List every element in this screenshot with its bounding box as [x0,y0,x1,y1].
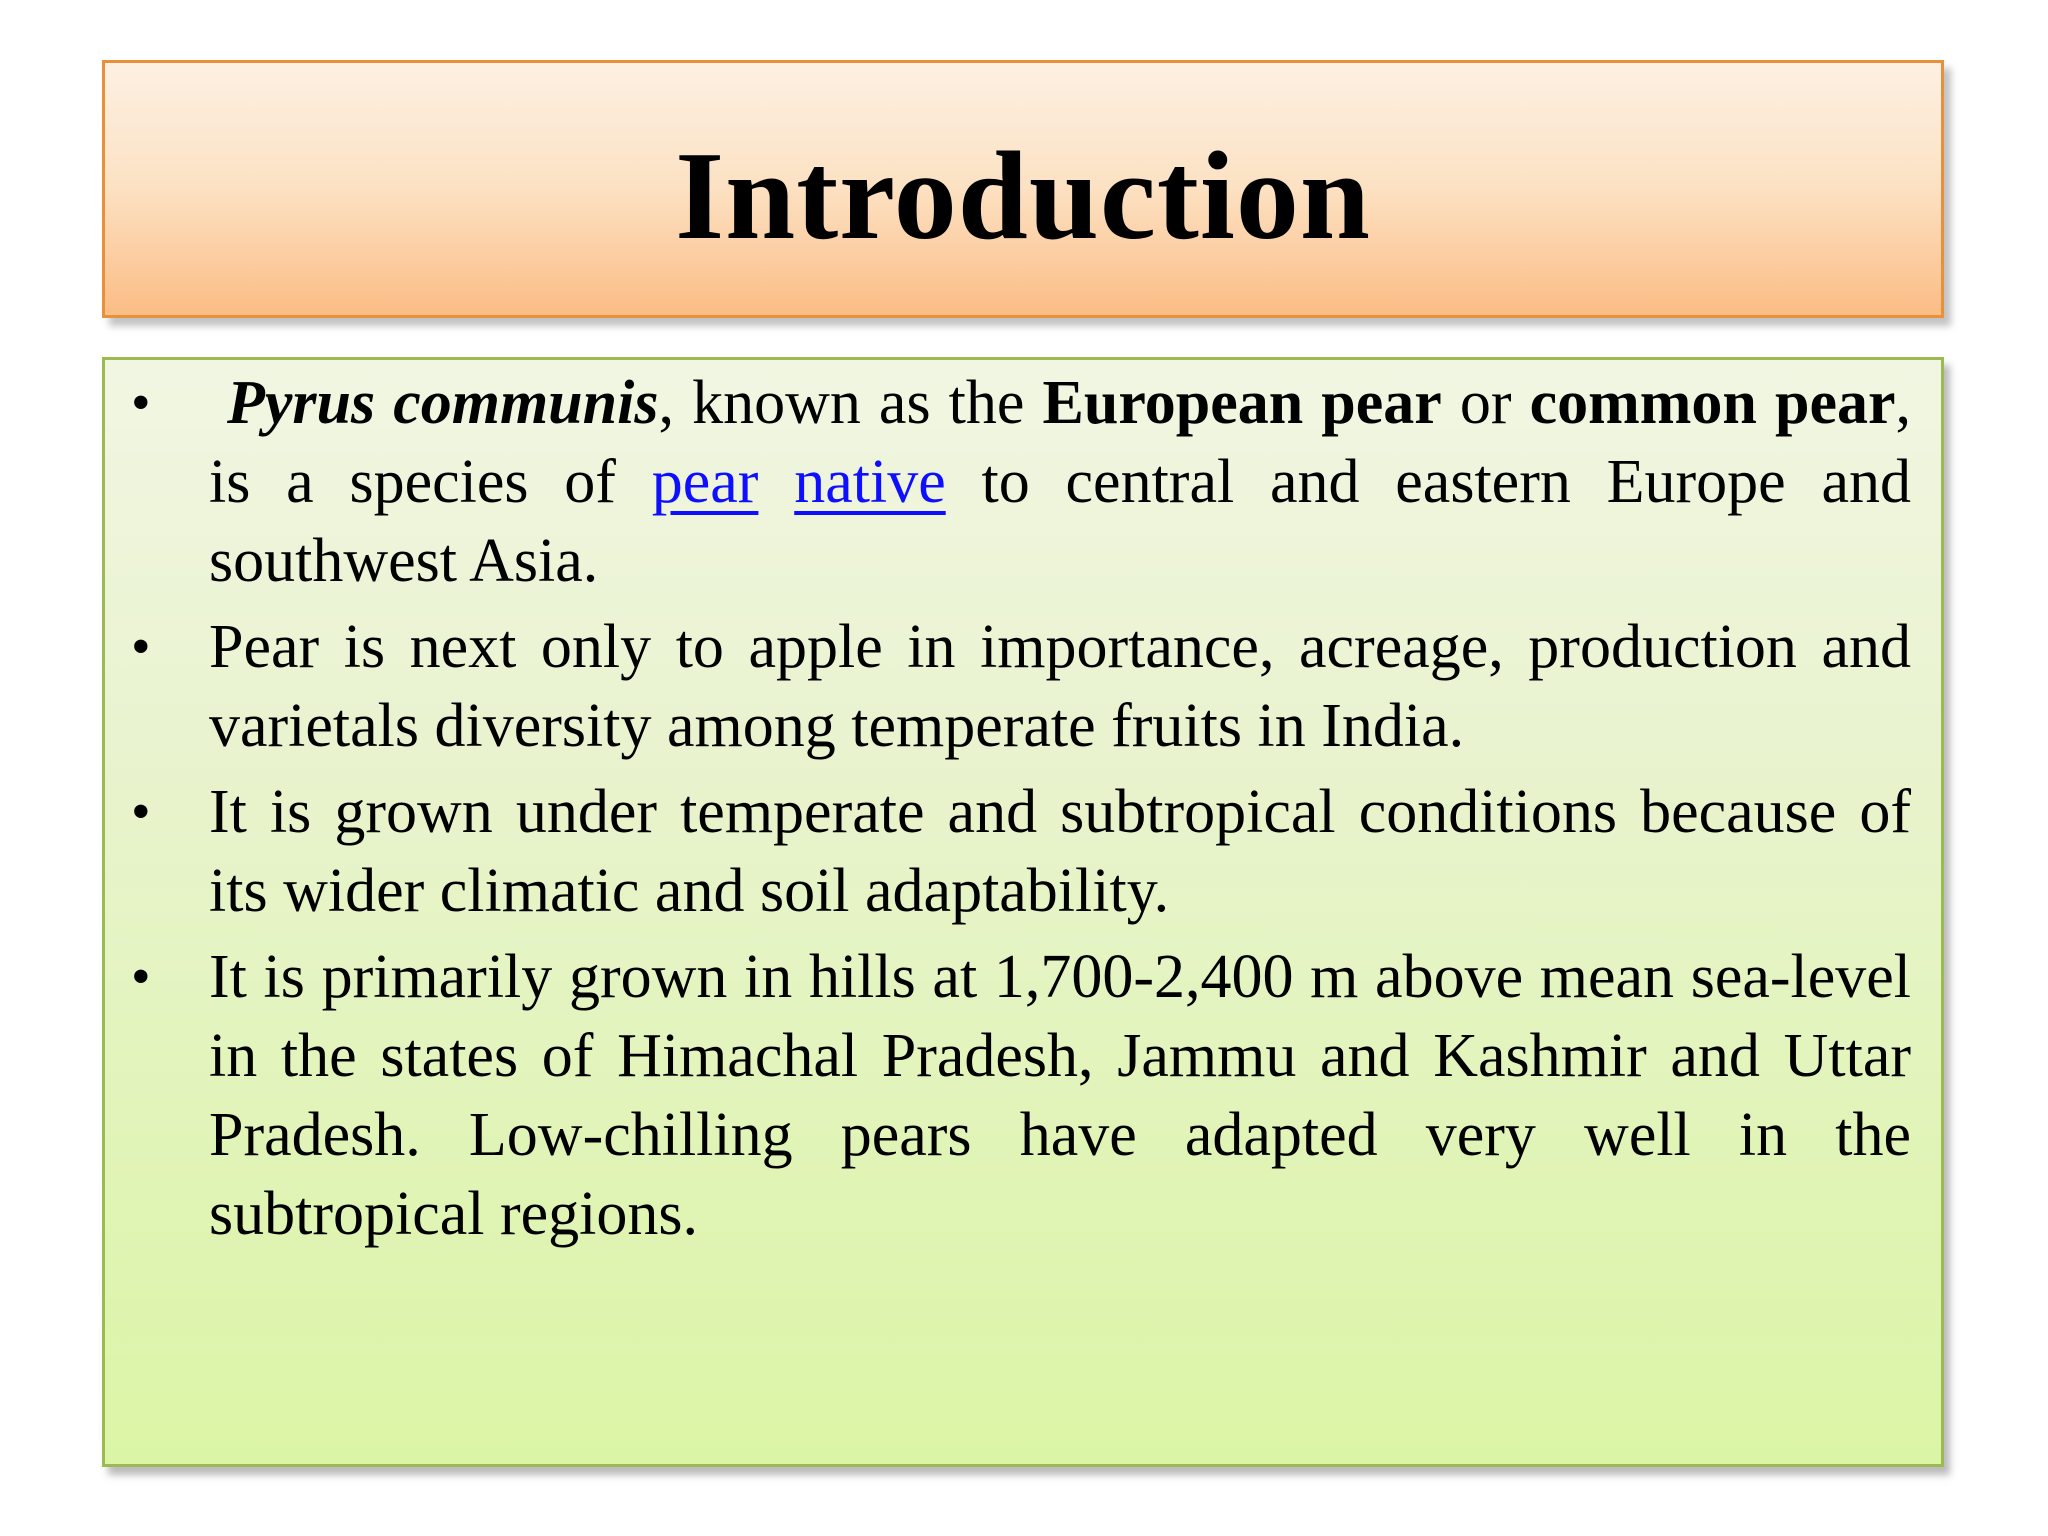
pear-link[interactable]: pear [651,448,759,516]
bullet-text: , is a species of [209,369,1911,516]
bullet-dot-icon: • [131,946,151,1008]
bullet-text: or [1441,369,1530,437]
bullet-text: It is primarily grown in hills at 1,700-2,400 m above mean sea-level in the states of Himachal Pradesh, Jammu and Kashmir and Uttar Pradesh. Low-chilling pears have adapted very well in the subtropical regions. [209,943,1911,1248]
bullet-dot-icon: • [131,781,151,843]
slide-title: Introduction [675,127,1371,266]
bullet-item-importance [105,608,1911,766]
species-name-text: Pyrus communis [227,369,659,437]
bullet-dot-icon: • [131,372,151,434]
bullet-text: It is grown under temperate and subtropical conditions because of its wider climatic and soil adaptability. [209,778,1911,925]
bullet-text: Pear is next only to apple in importance, acreage, production and varietals diversity among temperate fruits in India. [209,613,1911,760]
native-link[interactable]: native [794,448,946,516]
bullet-dot-icon: • [131,616,151,678]
bullet-text: to central and eastern Europe and southwest Asia. [209,448,1911,595]
european-pear-text: European pear [1042,369,1442,437]
bullet-text: , known as the [658,369,1043,437]
bullet-item-species [105,364,1911,601]
content-box [102,357,1944,1467]
bullet-text [758,448,794,516]
common-pear-text: common pear [1529,369,1896,437]
bullet-list [105,360,1941,1254]
bullet-item-conditions [105,773,1911,931]
title-banner [102,60,1944,318]
bullet-item-regions [105,938,1911,1254]
